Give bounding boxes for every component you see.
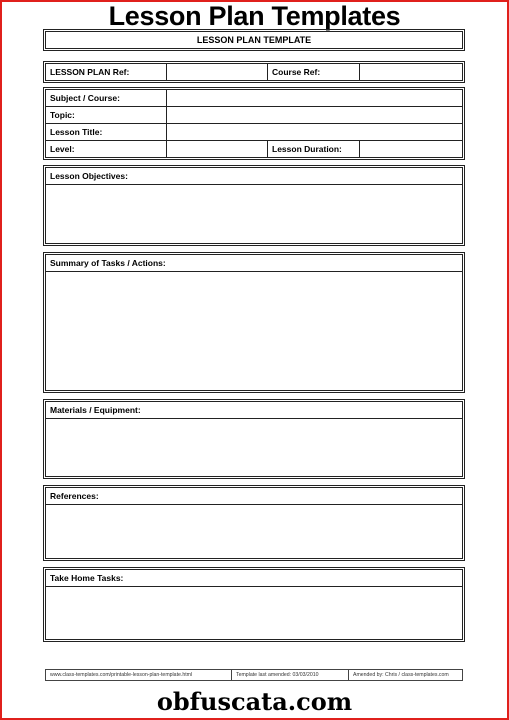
footer-amended-date: Template last amended: 03/03/2010 <box>232 670 349 680</box>
watermark: obfuscata.com <box>156 687 353 716</box>
topic-field[interactable] <box>167 107 463 124</box>
course-ref-label: Course Ref: <box>268 64 360 81</box>
level-field[interactable] <box>167 141 268 158</box>
subject-field[interactable] <box>167 90 463 107</box>
duration-field[interactable] <box>360 141 463 158</box>
level-label: Level: <box>46 141 167 158</box>
course-ref-field[interactable] <box>360 64 463 81</box>
references-label: References: <box>46 488 462 505</box>
materials-label: Materials / Equipment: <box>46 402 462 419</box>
topic-label: Topic: <box>46 107 167 124</box>
lesson-plan-ref-label: LESSON PLAN Ref: <box>46 64 167 81</box>
take-home-label: Take Home Tasks: <box>46 570 462 587</box>
footer-url: www.class-templates.com/printable-lesson-plan-template.html <box>46 670 232 680</box>
subject-label: Subject / Course: <box>46 90 167 107</box>
lesson-plan-ref-field[interactable] <box>167 64 268 81</box>
duration-label: Lesson Duration: <box>268 141 360 158</box>
materials-section[interactable] <box>45 401 463 477</box>
references-section[interactable] <box>45 487 463 559</box>
objectives-label: Lesson Objectives: <box>46 168 462 185</box>
page-title: Lesson Plan Templates <box>108 1 401 31</box>
lesson-title-field[interactable] <box>167 124 463 141</box>
ref-table <box>45 63 463 81</box>
objectives-section[interactable] <box>45 167 463 244</box>
template-header: LESSON PLAN TEMPLATE <box>45 31 463 49</box>
summary-label: Summary of Tasks / Actions: <box>46 255 462 272</box>
footer-bar <box>45 669 463 681</box>
lesson-title-label: Lesson Title: <box>46 124 167 141</box>
details-table <box>45 89 463 158</box>
take-home-section[interactable] <box>45 569 463 640</box>
summary-section[interactable] <box>45 254 463 391</box>
footer-amended-by: Amended by: Chris / class-templates.com <box>353 672 449 678</box>
